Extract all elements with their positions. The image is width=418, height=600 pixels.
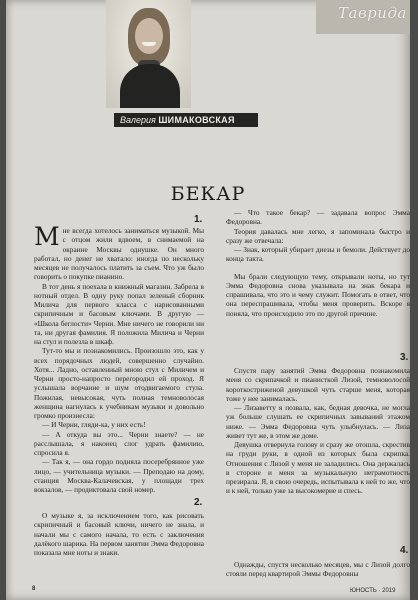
section-number: 2. — [194, 497, 203, 508]
paragraph: — Знак, который убирает диезы и бемоли. Действует до конца такта. — [226, 245, 410, 264]
author-name-bar — [114, 113, 258, 127]
section-1-text — [34, 222, 204, 494]
section-number: 4. — [400, 545, 409, 556]
paragraph: — Что такое бекар? — задавала вопрос Эмма Федоровна. — [226, 208, 410, 227]
author-photo — [106, 0, 191, 108]
story-title: БЕКАР — [170, 183, 246, 205]
magazine-logo: Таврида — [338, 4, 407, 22]
section-3-text — [226, 366, 410, 496]
paragraph: Девушка отвернула голову и сразу же отошла, скрестив на груди руки, в одной из которых была скрипка. Отношения с Лизой у меня не заладились. Она держалась в стороне и меня за музыкальную неграмотность презирала. Я, в свою очередь, испытывала к ней то же, что и к ней, только уже за высокомерие и спесь. — [226, 440, 410, 496]
paragraph: — Лизаветту я позвала, как, бедная девочка, не могла уж больше слушать ее скрипичных завываний этажом ниже. — Эмма Федоровна чуть улыбнулась. — Лиза живет тут же, в этом же доме. — [226, 403, 410, 440]
paragraph: — И Черни, гляди-ка, у них есть! — [42, 420, 146, 430]
magazine-page — [6, 0, 410, 600]
author-last-name: ШИМАКОВСКАЯ — [158, 115, 235, 125]
paragraph: Тут-то мы и познакомились. Произошло это, как у всех порядочных людей, совершенно случайно. Хотя... Ладно, оставленный мною стул с Миличем и Черни просто-напросто перегородил ей проход. Я услышала ворчание и шум отодвигаемого стула. Пожилая, невысокая, чуть полная темноволосая женщина нагнулась к учебникам музыки и довольно громко произнесла: — [34, 346, 204, 420]
paragraph: Мне всегда хотелось заниматься музыкой. Мы с отцом жили вдвоем, в снимаемой на окраине Москвы однушке. Он много работал, но денег не хватало: иногда по нескольку месяцев не получалось платить за съем. Что уж было говорить о покупке пианино. — [34, 222, 204, 282]
section-4-text — [226, 560, 410, 579]
paragraph: Однажды, спустя несколько месяцев, мы с Лизой долго стояли перед квартирой Эммы Федоровны — [226, 560, 410, 579]
section-number: 3. — [400, 352, 409, 363]
section-number: 1. — [194, 214, 203, 225]
section-2-text — [34, 511, 204, 557]
section-1-continued — [226, 208, 410, 318]
paragraph: — А откуда вы это... Черни знаете? — не расслышала, я наконец слог удрать фамилию, спросила я. — [34, 429, 204, 457]
paragraph: В тот день я поехала в книжный магазин. Забрела в нотный отдел. В одну руку попал зеленый сборник Милича для первого класса с нарисованными скрипичным и басовым ключами. В другую — «Школа беглости» Черни. Мне ничего не говорили ни та, ни другая фамилия. Я положила Милича и Черни на стул и полезла в шкаф. — [34, 281, 204, 346]
paragraph: Мы брали следующую тему, открывали ноты, но тут Эмма Федоровна снова указывала на знак бекара и спрашивала, что это и чему служит. Помогать в ответ, что она переспрашивала, чтобы меня проверить. Вскоре я поняла, что происходило это по другой причине. — [226, 271, 410, 318]
paragraph: О музыке я, за исключением того, как рисовать скрипичный и басовый ключи, ничего не знала, и начали мы с самого начала, то есть с заключения далёкого шарика. На первом занятии Эмма Федоровна показала мне ноты и знаки. — [34, 511, 204, 557]
magazine-footer: ЮНОСТЬ · 2019 — [350, 588, 396, 594]
paragraph: Теория давалась мне легко, я запоминала быстро и сразу же отвечала: — [226, 226, 410, 245]
paragraph: — Так я, — она гордо подняла посеребрянное уже лицо, — учительница музыки. — Преподаю на дому, станция Москва-Калачевская, у площади трех вокзалов, — продиктовала свой номер. — [34, 457, 204, 494]
paragraph: Спустя пару занятий Эмма Федоровна познакомила меня со скрипачкой и пианисткой Лизой, темноволосой короткостриженой девушкой чуть старше меня, которая тоже у нее занималась. — [226, 366, 410, 403]
drop-cap: М — [34, 222, 60, 251]
author-first-name: Валерия — [120, 115, 156, 125]
page-number: 8 — [32, 586, 36, 592]
